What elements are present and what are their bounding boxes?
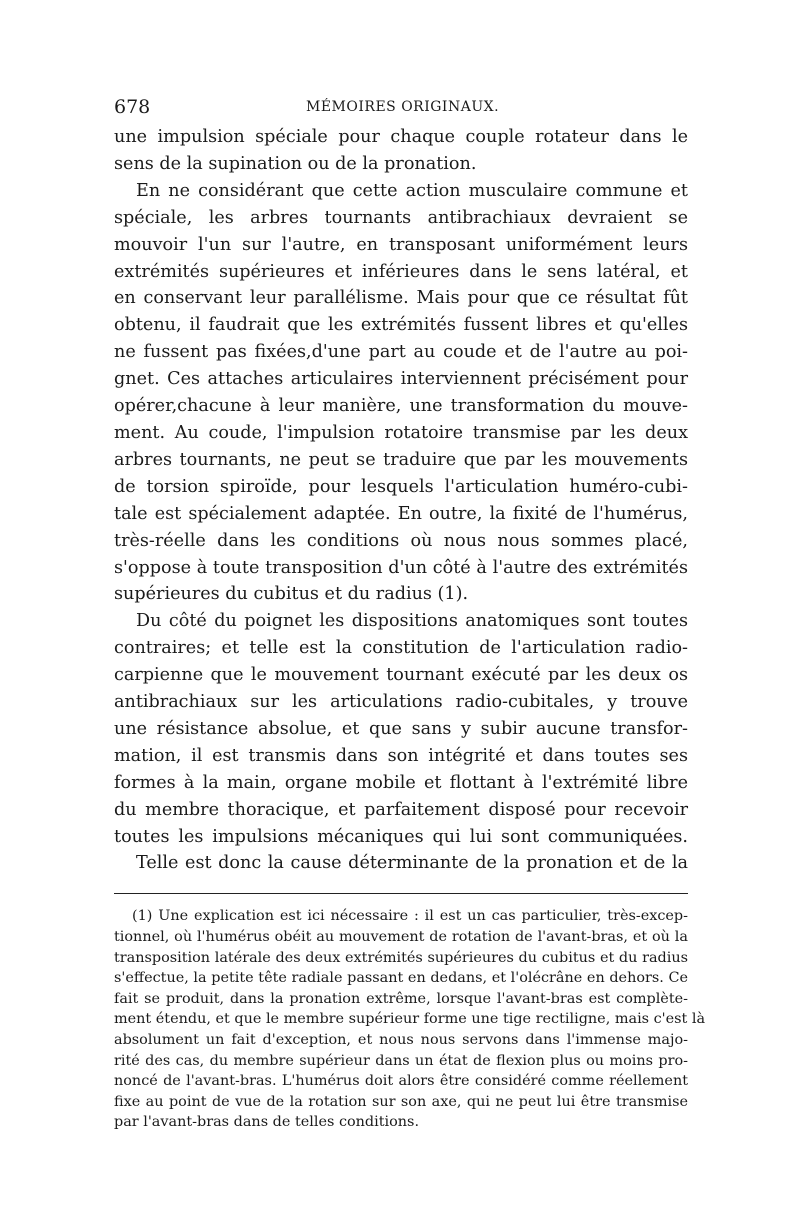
- body-line: Telle est donc la cause déterminante de la pronation et de la: [136, 853, 688, 874]
- footnote-line: absolument un fait d'exception, et nous nous servons dans l'immense majo-: [114, 1031, 688, 1048]
- body-line: carpienne que le mouvement tournant exécuté par les deux os: [114, 665, 688, 686]
- footnote-line: fait se produit, dans la pronation extrême, lorsque l'avant-bras est complète-: [114, 990, 688, 1007]
- body-line: En ne considérant que cette action musculaire commune et: [136, 180, 688, 201]
- footnote-line: noncé de l'avant-bras. L'humérus doit alors être considéré comme réellement: [114, 1073, 688, 1090]
- body-line: du membre thoracique, et parfaitement disposé pour recevoir: [114, 799, 688, 820]
- footnote-line: par l'avant-bras dans de telles conditions.: [114, 1114, 420, 1131]
- body-line: toutes les impulsions mécaniques qui lui sont communiquées.: [114, 826, 688, 847]
- body-line: contraires; et telle est la constitution de l'articulation radio-: [114, 638, 688, 659]
- body-line: arbres tournants, ne peut se traduire que par les mouvements: [114, 449, 688, 470]
- book-page: [114, 96, 706, 1133]
- body-line: tale est spécialement adaptée. En outre, la fixité de l'humérus,: [114, 503, 688, 524]
- footnote-line: ment étendu, et que le membre supérieur forme une tige rectiligne, mais c'est là: [114, 1011, 706, 1028]
- body-line: mation, il est transmis dans son intégrité et dans toutes ses: [114, 745, 688, 766]
- body-line: supérieures du cubitus et du radius (1).: [114, 584, 469, 605]
- footnote: [114, 906, 706, 1133]
- body-line: antibrachiaux sur les articulations radio-cubitales, y trouve: [114, 692, 688, 713]
- body-line: mouvoir l'un sur l'autre, en transposant uniformément leurs: [114, 234, 688, 255]
- body-line: ment. Au coude, l'impulsion rotatoire transmise par les deux: [114, 422, 688, 443]
- body-line: spéciale, les arbres tournants antibrachiaux devraient se: [114, 207, 688, 228]
- body-line: sens de la supination ou de la pronation.: [114, 153, 477, 174]
- body-line: opérer,chacune à leur manière, une transformation du mouve-: [114, 396, 688, 417]
- body-line: une impulsion spéciale pour chaque couple rotateur dans le: [114, 127, 688, 147]
- page-header: [114, 96, 688, 124]
- body-line: ne fussent pas fixées,d'une part au coude et de l'autre au poi-: [114, 342, 688, 363]
- footnote-line: s'effectue, la petite tête radiale passant en dedans, et l'olécrâne en dehors. Ce: [114, 970, 688, 987]
- footnote-line: (1) Une explication est ici nécessaire : il est un cas particulier, très-excep-: [132, 908, 688, 925]
- footnote-divider: [114, 893, 688, 894]
- footnote-line: fixe au point de vue de la rotation sur son axe, qui ne peut lui être transmise: [114, 1093, 688, 1110]
- body-line: très-réelle dans les conditions où nous nous sommes placé,: [114, 530, 688, 551]
- body-line: formes à la main, organe mobile et flottant à l'extrémité libre: [114, 772, 688, 793]
- footnote-line: transposition latérale des deux extrémités supérieures du cubitus et du radius: [114, 949, 688, 966]
- body-line: obtenu, il faudrait que les extrémités fussent libres et qu'elles: [114, 315, 688, 336]
- page-number: 678: [114, 96, 151, 118]
- footnote-line: rité des cas, du membre supérieur dans un état de flexion plus ou moins pro-: [114, 1052, 688, 1069]
- body-text: [114, 124, 688, 877]
- body-line: une résistance absolue, et que sans y subir aucune transfor-: [114, 718, 688, 739]
- footnote-line: tionnel, où l'humérus obéit au mouvement de rotation de l'avant-bras, et où la: [114, 928, 688, 945]
- body-line: extrémités supérieures et inférieures dans le sens latéral, et: [114, 261, 688, 282]
- body-line: en conservant leur parallélisme. Mais pour que ce résultat fût: [114, 288, 688, 309]
- body-line: de torsion spiroïde, pour lesquels l'articulation huméro-cubi-: [114, 476, 688, 497]
- running-title: MÉMOIRES ORIGINAUX.: [306, 99, 500, 115]
- body-line: gnet. Ces attaches articulaires interviennent précisément pour: [114, 369, 688, 390]
- body-line: Du côté du poignet les dispositions anatomiques sont toutes: [136, 611, 688, 632]
- body-line: s'oppose à toute transposition d'un côté à l'autre des extrémités: [114, 557, 688, 578]
